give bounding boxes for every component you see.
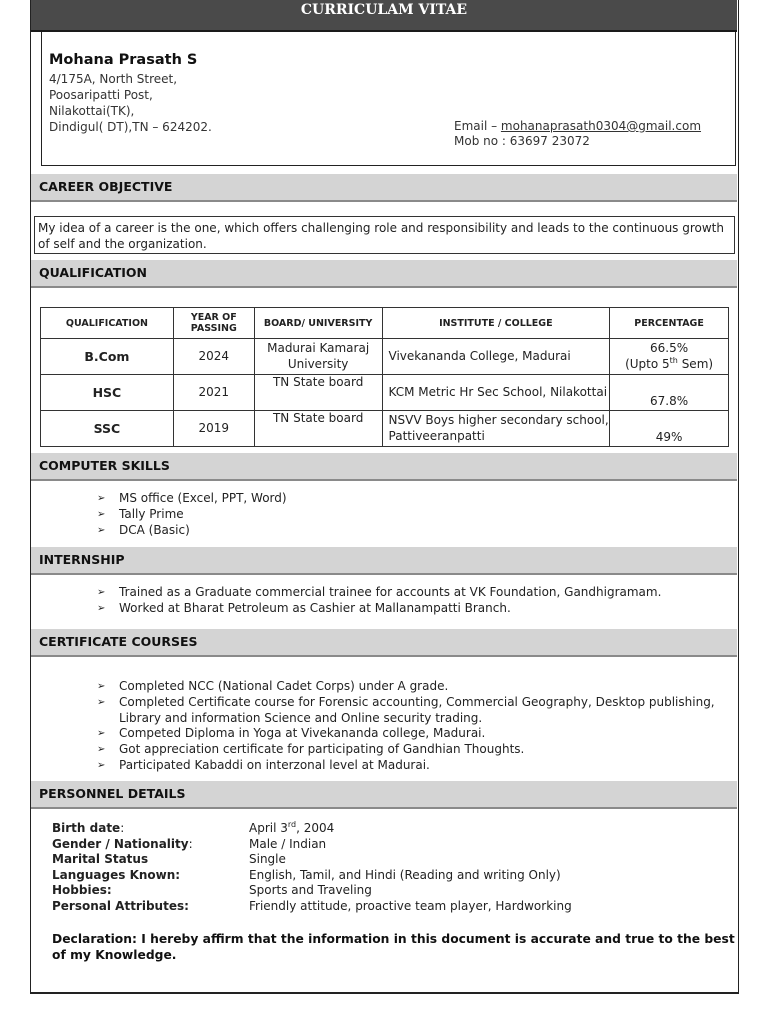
detail-row xyxy=(52,899,572,915)
list-item xyxy=(97,758,717,774)
section-computer-skills: COMPUTER SKILLS xyxy=(31,453,737,481)
table-row xyxy=(41,411,729,447)
board-cell: TN State board xyxy=(254,375,382,411)
detail-value: Friendly attitude, proactive team player, Hardworking xyxy=(249,898,572,913)
percentage-cell xyxy=(610,339,729,375)
objective-text: My idea of a career is the one, which offers challenging role and responsibility and leads to the continuous growth of self and the organization. xyxy=(34,216,735,254)
institute-cell: NSVV Boys higher secondary school, Pattiveeranpatti xyxy=(382,411,610,447)
qualification-cell: HSC xyxy=(41,375,174,411)
institute-cell: Vivekananda College, Madurai xyxy=(382,339,610,375)
board-cell: Madurai Kamaraj University xyxy=(254,339,382,375)
candidate-name: Mohana Prasath S xyxy=(49,52,198,68)
arrow-bullet-icon: ➢ xyxy=(97,602,106,614)
arrow-bullet-icon: ➢ xyxy=(97,728,106,740)
detail-label: Marital Status xyxy=(52,852,149,867)
qualification-cell: B.Com xyxy=(41,339,174,375)
detail-row xyxy=(52,821,572,837)
skills-list xyxy=(97,491,287,538)
address-line: 4/175A, North Street, xyxy=(49,72,178,86)
column-header: QUALIFICATION xyxy=(41,308,174,339)
arrow-bullet-icon: ➢ xyxy=(97,744,106,756)
institute-cell: KCM Metric Hr Sec School, Nilakottai xyxy=(382,375,610,411)
list-item-text: Worked at Bharat Petroleum as Cashier at Mallanampatti Branch. xyxy=(119,600,511,615)
column-header: BOARD/ UNIVERSITY xyxy=(254,308,382,339)
resume-page xyxy=(30,0,739,994)
detail-value: April 3rd, 2004 xyxy=(249,820,335,835)
section-internship: INTERNSHIP xyxy=(31,547,737,575)
detail-label: Hobbies: xyxy=(52,883,112,898)
arrow-bullet-icon: ➢ xyxy=(97,587,106,598)
declaration: Declaration: I hereby affirm that the information in this document is accurate and true to the best of my Knowledge. xyxy=(52,932,735,962)
note-text: (Upto 5 xyxy=(625,356,670,371)
detail-label: Languages Known: xyxy=(52,867,181,882)
percentage-cell: 67.8% xyxy=(610,375,729,411)
column-header: PERCENTAGE xyxy=(610,308,729,339)
personal-details xyxy=(52,821,572,915)
list-item xyxy=(97,523,287,539)
arrow-bullet-icon: ➢ xyxy=(97,696,106,708)
note-superscript: th xyxy=(669,355,678,365)
detail-row xyxy=(52,837,572,853)
note-text: Sem) xyxy=(677,356,714,371)
list-item-text: Completed Certificate course for Forensic accounting, Commercial Geography, Desktop publishing, Library and information Science and Online security trading. xyxy=(119,694,715,725)
address-line: Nilakottai(TK), xyxy=(49,104,135,118)
address-line: Dindigul( DT),TN – 624202. xyxy=(49,120,212,134)
table-row xyxy=(41,375,729,411)
section-certificate-courses: CERTIFICATE COURSES xyxy=(31,629,737,657)
list-item xyxy=(97,507,287,523)
address-block xyxy=(49,71,212,135)
mobile-number: Mob no : 63697 23072 xyxy=(454,134,590,148)
year-cell: 2019 xyxy=(173,411,254,447)
list-item-text: Trained as a Graduate commercial trainee for accounts at VK Foundation, Gandhigramam. xyxy=(119,585,662,599)
detail-value: Sports and Traveling xyxy=(249,883,372,898)
arrow-bullet-icon: ➢ xyxy=(97,524,106,536)
detail-label: Birth date: xyxy=(52,821,125,835)
email-label: Email – xyxy=(454,119,501,133)
list-item-text: DCA (Basic) xyxy=(119,522,190,537)
year-cell: 2024 xyxy=(173,339,254,375)
table-header-row xyxy=(41,308,729,339)
board-cell: TN State board xyxy=(254,411,382,447)
list-item-text: Got appreciation certificate for participating of Gandhian Thoughts. xyxy=(119,742,525,757)
detail-value: English, Tamil, and Hindi (Reading and writing Only) xyxy=(249,867,561,882)
list-item-text: Completed NCC (National Cadet Corps) under A grade. xyxy=(119,679,449,693)
detail-label: Personal Attributes: xyxy=(52,898,189,913)
address-line: Poosaripatti Post, xyxy=(49,88,153,102)
list-item xyxy=(97,601,661,617)
column-header: YEAR OF PASSING xyxy=(173,308,254,339)
year-cell: 2021 xyxy=(173,375,254,411)
list-item-text: Competed Diploma in Yoga at Vivekananda college, Madurai. xyxy=(119,726,486,741)
percentage-note xyxy=(610,357,728,373)
arrow-bullet-icon: ➢ xyxy=(97,681,106,692)
qualification-cell: SSC xyxy=(41,411,174,447)
section-qualification: QUALIFICATION xyxy=(31,260,737,288)
internship-list xyxy=(97,585,661,617)
contact-info xyxy=(454,119,701,149)
document-title: CURRICULAM VITAE xyxy=(31,0,737,32)
list-item xyxy=(97,742,717,758)
list-item xyxy=(97,491,287,507)
list-item xyxy=(97,726,717,742)
email-link[interactable]: mohanaprasath0304@gmail.com xyxy=(500,119,702,133)
list-item xyxy=(97,585,661,601)
percentage-value: 66.5% xyxy=(650,341,689,355)
detail-row xyxy=(52,852,572,868)
email-row xyxy=(454,119,701,134)
qualification-table xyxy=(40,307,729,447)
certificates-list xyxy=(97,679,717,774)
detail-value: Single xyxy=(249,852,286,867)
contact-header xyxy=(41,32,736,166)
list-item-text: Participated Kabaddi on interzonal level at Madurai. xyxy=(119,757,430,772)
detail-row xyxy=(52,883,572,899)
table-row xyxy=(41,339,729,375)
list-item xyxy=(97,679,717,695)
percentage-cell: 49% xyxy=(610,411,729,447)
arrow-bullet-icon: ➢ xyxy=(97,508,106,520)
detail-value: Male / Indian xyxy=(249,836,327,851)
detail-label: Gender / Nationality: xyxy=(52,836,193,851)
detail-row xyxy=(52,868,572,884)
section-career-objective: CAREER OBJECTIVE xyxy=(31,174,737,202)
list-item-text: Tally Prime xyxy=(119,506,184,521)
column-header: INSTITUTE / COLLEGE xyxy=(382,308,610,339)
list-item-text: MS office (Excel, PPT, Word) xyxy=(119,491,287,505)
arrow-bullet-icon: ➢ xyxy=(97,759,106,771)
section-personnel-details: PERSONNEL DETAILS xyxy=(31,781,737,809)
list-item xyxy=(97,695,717,727)
arrow-bullet-icon: ➢ xyxy=(97,493,106,504)
